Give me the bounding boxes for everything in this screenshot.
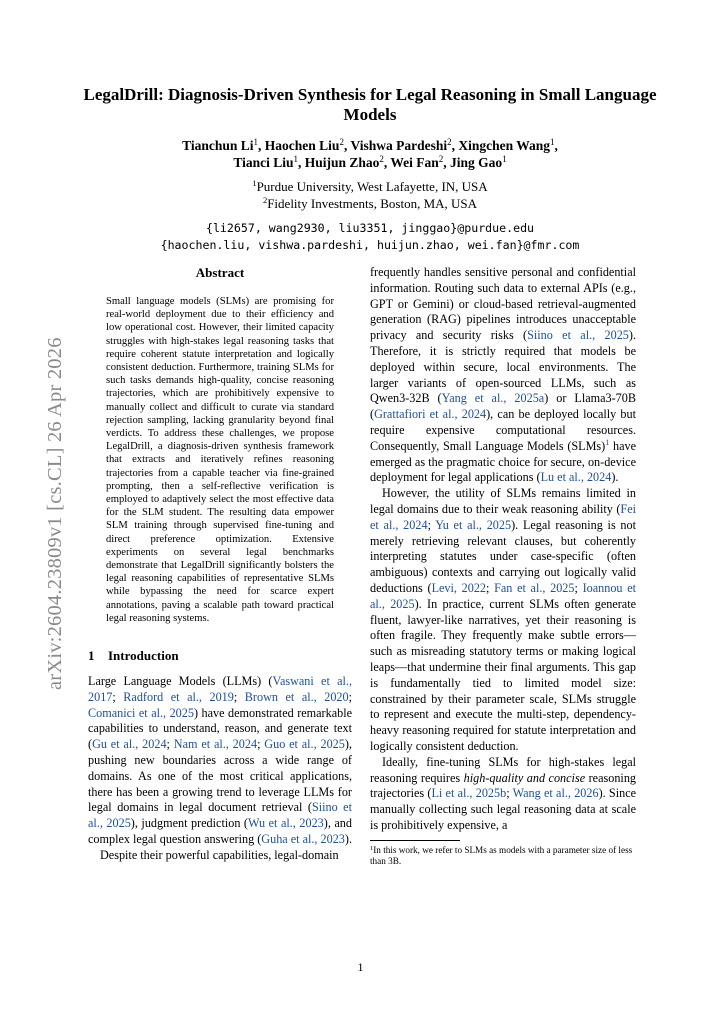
citation-link[interactable]: Wu et al., 2023 bbox=[248, 816, 324, 831]
citation-link[interactable]: Comanici et al., 2025 bbox=[88, 705, 194, 720]
footnote-text: In this work, we refer to SLMs as models with a parameter size of less than 3B. bbox=[370, 844, 633, 866]
citation-link[interactable]: Guha et al., 2023 bbox=[261, 832, 345, 847]
citation-link[interactable]: Siino et al., 2025 bbox=[88, 800, 352, 831]
right-column bbox=[370, 265, 636, 867]
paragraph bbox=[370, 265, 636, 486]
footnote-reference[interactable]: 1 bbox=[605, 437, 610, 447]
citation-link[interactable]: Guo et al., 2025 bbox=[264, 737, 345, 752]
author-affiliation-mark: 1 bbox=[253, 137, 259, 147]
footnote-rule bbox=[370, 840, 460, 841]
citation-link[interactable]: Fan et al., 2025 bbox=[494, 580, 575, 595]
author-separator: , bbox=[443, 155, 451, 170]
affiliation-mark: 1 bbox=[252, 178, 257, 188]
text-run: ), can be deployed locally but require expensive computational resources. Consequently, Small Language Models (SLMs) bbox=[370, 407, 636, 453]
text-run: Large Language Models (LLMs) ( bbox=[88, 674, 273, 689]
paragraph bbox=[88, 848, 352, 864]
citation-link[interactable]: Fei et al., 2024 bbox=[370, 501, 636, 532]
section-heading bbox=[88, 648, 352, 664]
abstract-text: Small language models (SLMs) are promising for real-world deployment due to their efficiency and low operational cost. However, their limited capacity struggles with high-stakes legal reasoning tasks that require coherent statute interpretation and logically consistent deduction. Furthermore, training SLMs for such tasks demands high-quality, concise reasoning trajectories, which are prohibitively expensive to manually collect and difficult to curate via standard rejection sampling, lacking granularity beyond final verdicts. To address these challenges, we propose LegalDrill, a diagnosis-driven synthesis framework that extracts and iteratively refines reasoning trajectories from a capable teacher via fine-grained prompting, then a self-reflective verification is employed to adaptively select the most effective data for the SLM student. The resulting data empower SLM training through supervised fine-tuning and direct preference optimization. Extensive experiments on several legal benchmarks demonstrate that LegalDrill significantly bolsters the legal reasoning capabilities of representative SLMs while bypassing the need for scarce expert annotations, paving a scalable path toward practical legal reasoning systems. bbox=[106, 296, 334, 624]
text-run: ). In practice, current SLMs often generate fluent, lawyer-like narratives, yet their reasoning is often fragile. They frequently make subtle errors—such as misreading statutory terms or making logical leaps—that undermine their final arguments. This gap is fundamentally tied to limited model size: constrained by their parameter scale, SLMs struggle to represent and execute the multi-step, dependency-heavy reasoning required for statute interpretation and logically consistent deduction. bbox=[370, 596, 636, 753]
affiliation-mark: 2 bbox=[262, 195, 268, 205]
text-run: ), pushing new boundaries across a wide range of domains. As one of the most critical applications, there has been a growing trend to leverage LLMs for legal domains in legal document retrieval ( bbox=[88, 737, 352, 815]
author-affiliation-mark: 2 bbox=[339, 137, 344, 147]
affiliations bbox=[80, 178, 660, 212]
paragraph bbox=[370, 755, 636, 834]
page-number: 1 bbox=[357, 960, 364, 974]
author-list bbox=[80, 137, 660, 171]
text-run: ) have demonstrated remarkable capabilities to understand, reason, and generate text ( bbox=[88, 705, 353, 752]
text-run: ; bbox=[427, 517, 436, 532]
text-run: ), judgment prediction ( bbox=[130, 816, 248, 831]
right-body-text bbox=[370, 265, 636, 834]
citation-link[interactable]: Lu et al., 2024 bbox=[540, 470, 612, 485]
text-run: ). bbox=[611, 470, 619, 485]
author-separator: , bbox=[554, 138, 558, 153]
author-name: Huijun Zhao bbox=[304, 155, 380, 170]
author-affiliation-mark: 2 bbox=[379, 154, 384, 164]
section-title: Introduction bbox=[108, 648, 179, 664]
paper-title: LegalDrill: Diagnosis-Driven Synthesis for Legal Reasoning in Small Language Models bbox=[83, 85, 657, 124]
text-run: ; bbox=[233, 689, 245, 704]
left-column bbox=[88, 265, 352, 864]
author-affiliation-mark: 1 bbox=[293, 154, 298, 164]
citation-link[interactable]: Wang et al., 2026 bbox=[512, 786, 599, 801]
paragraph bbox=[370, 486, 636, 755]
citation-link[interactable]: Siino et al., 2025 bbox=[527, 328, 629, 343]
text-run: ; bbox=[348, 689, 352, 704]
citation-link[interactable]: Li et al., 2025b bbox=[431, 786, 507, 801]
emphasis-text: high-quality and concise bbox=[463, 770, 586, 785]
author-affiliation-mark: 1 bbox=[550, 137, 555, 147]
citation-link[interactable]: Grattafiori et al., 2024 bbox=[374, 407, 487, 422]
citation-link[interactable]: Vaswani et al., 2017 bbox=[88, 674, 352, 704]
author-name: Vishwa Pardeshi bbox=[350, 138, 448, 153]
citation-link[interactable]: Levi, 2022 bbox=[431, 580, 487, 595]
author-name: Tianci Liu bbox=[233, 155, 294, 170]
email-block bbox=[80, 220, 660, 254]
citation-link[interactable]: Yu et al., 2025 bbox=[435, 517, 512, 532]
email-line-fmr: {haochen.liu, vishwa.pardeshi, huijun.zhao, wei.fan}@fmr.com bbox=[160, 238, 580, 252]
footnote bbox=[370, 845, 636, 867]
text-run: ; bbox=[112, 689, 124, 704]
text-run: Despite their powerful capabilities, legal-domain bbox=[100, 847, 339, 862]
citation-link[interactable]: Gu et al., 2024 bbox=[92, 737, 167, 752]
author-separator: , bbox=[383, 155, 391, 170]
affiliation-line bbox=[80, 178, 660, 195]
section-number: 1 bbox=[88, 648, 95, 664]
text-run: ) or Llama3-70B ( bbox=[370, 391, 636, 422]
text-run: frequently handles sensitive personal and confidential information. Routing such data to external APIs (e.g., GPT or Gemini) or cloud-based retrieval-augmented generation (RAG) pipelines introduces unacceptable privacy and security risks ( bbox=[370, 265, 636, 343]
left-body-text bbox=[88, 674, 352, 864]
citation-link[interactable]: Nam et al., 2024 bbox=[173, 737, 258, 752]
author-separator: , bbox=[343, 138, 351, 153]
footnote-mark: 1 bbox=[370, 844, 374, 852]
author-affiliation-mark: 1 bbox=[502, 154, 507, 164]
paragraph bbox=[88, 674, 352, 848]
text-run: have emerged as the pragmatic choice for secure, on-device deployment for legal applications ( bbox=[370, 438, 637, 485]
abstract-heading: Abstract bbox=[195, 265, 245, 280]
citation-link[interactable]: Brown et al., 2020 bbox=[244, 689, 349, 704]
author-separator: , bbox=[297, 155, 305, 170]
author-name: Jing Gao bbox=[450, 155, 503, 170]
affiliation-line bbox=[80, 195, 660, 212]
citation-link[interactable]: Ioannou et al., 2025 bbox=[370, 580, 636, 611]
author-affiliation-mark: 2 bbox=[447, 137, 452, 147]
author-name: Haochen Liu bbox=[264, 138, 340, 153]
author-name: Tianchun Li bbox=[182, 138, 254, 153]
text-run: ). bbox=[344, 832, 353, 847]
text-run: ; bbox=[257, 737, 265, 752]
text-run: ). Legal reasoning is not merely retrieving relevant clauses, but coherently interpreting statutes under case-specific (often ambiguous) contexts and carrying out logically valid deductions ( bbox=[370, 517, 637, 595]
affiliation-text: Purdue University, West Lafayette, IN, USA bbox=[256, 179, 488, 194]
text-run: ), and complex legal question answering ( bbox=[88, 816, 352, 847]
text-run: However, the utility of SLMs remains limited in legal domains due to their weak reasoning ability ( bbox=[370, 486, 636, 516]
author-name: Wei Fan bbox=[390, 155, 439, 170]
text-run: Ideally, fine-tuning SLMs for high-stakes legal reasoning requires bbox=[370, 754, 636, 785]
text-run: ; bbox=[574, 580, 583, 595]
author-name: Xingchen Wang bbox=[458, 138, 550, 153]
author-separator: , bbox=[258, 138, 265, 153]
email-line-purdue: {li2657, wang2930, liu3351, jinggao}@purdue.edu bbox=[205, 221, 535, 235]
author-affiliation-mark: 2 bbox=[438, 154, 444, 164]
text-run: ; bbox=[486, 580, 495, 595]
text-run: reasoning trajectories ( bbox=[370, 770, 637, 801]
text-run: ; bbox=[166, 737, 174, 752]
text-run: ). Since manually collecting such legal reasoning data at scale is prohibitively expensive, a bbox=[370, 786, 637, 832]
affiliation-text: Fidelity Investments, Boston, MA, USA bbox=[267, 196, 478, 211]
paper-header bbox=[80, 85, 660, 254]
author-separator: , bbox=[451, 138, 459, 153]
arxiv-identifier: arXiv:2604.23809v1 [cs.CL] 26 Apr 2026 bbox=[44, 337, 66, 690]
citation-link[interactable]: Yang et al., 2025a bbox=[441, 391, 545, 406]
citation-link[interactable]: Radford et al., 2019 bbox=[123, 689, 234, 704]
text-run: ). Therefore, it is strictly required that models be deployed within secure, local environments. The larger variants of open-sourced LLMs, such as Qwen3-32B ( bbox=[370, 328, 636, 406]
text-run: ; bbox=[506, 786, 513, 801]
